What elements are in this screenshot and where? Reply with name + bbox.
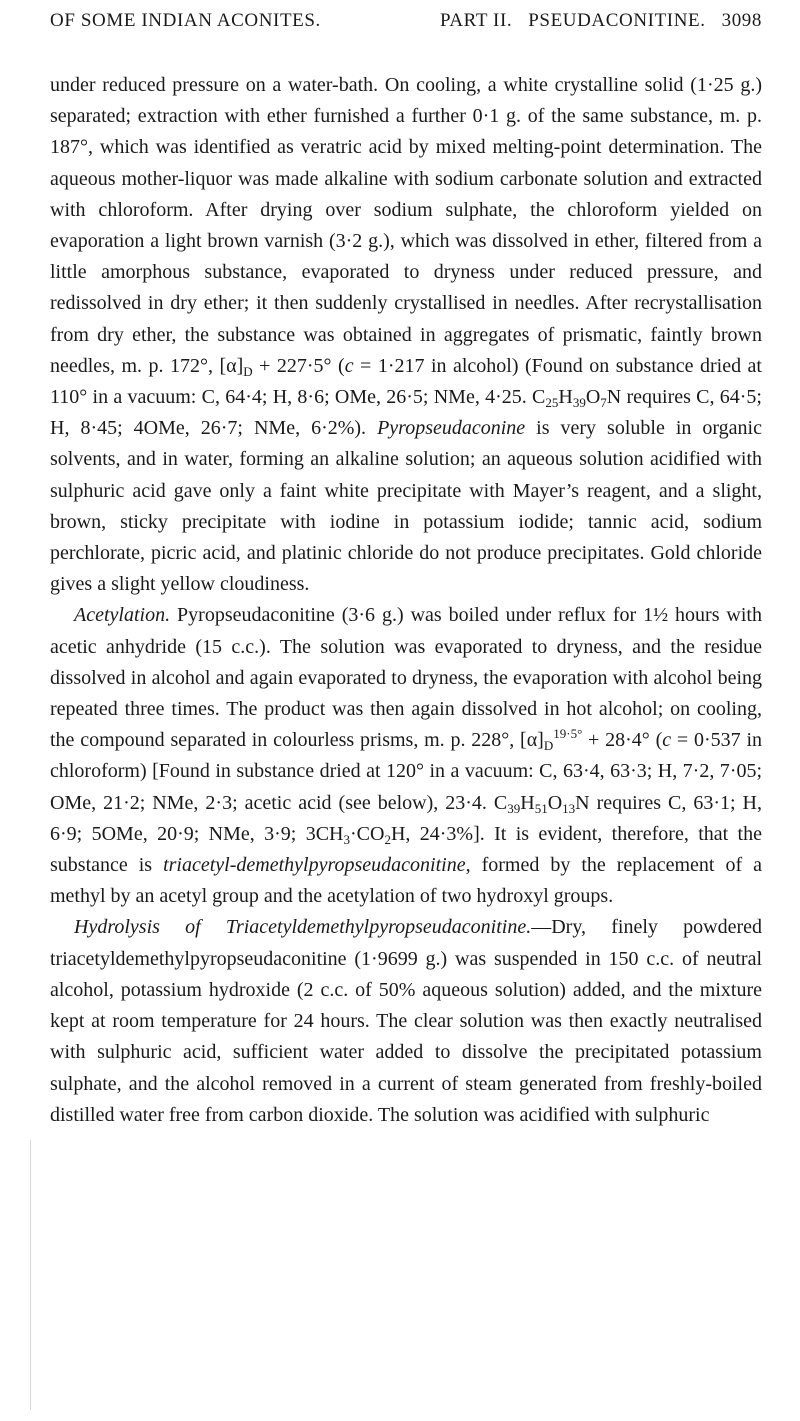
page-number: 3098: [721, 10, 762, 31]
margin-rule: [30, 1140, 31, 1410]
running-head-section: PSEUDACONITINE.: [528, 10, 706, 31]
body-text: [50, 70, 762, 1131]
running-head-part: PART II.: [439, 10, 513, 31]
running-head-title: OF SOME INDIAN ACONITES.: [50, 10, 321, 31]
running-head: [50, 10, 762, 50]
paragraph: Acetylation. Pyropseudaconitine (3·6 g.) was boiled under reflux for 1½ hours with acetic anhydride (15 c.c.). The solution was evaporated to dryness, and the residue dissolved in alcohol and again evaporated to dryness, the evaporation with alcohol being repeated three times. The product was then again dissolved in hot alcohol; on cooling, the compound separated in colourless prisms, m. p. 228°, $[\alpha]_D^{19\cdot 5^\circ} + 28\cdot 4^\circ$ (c = 0·537 in chloroform) [Found in substance dried at 120° in a vacuum: C, 63·4, 63·3; H, 7·2, 7·05; OMe, 21·2; NMe, 2·3; acetic acid (see below), 23·4. $C_{39}H_{51}O_{13}N$ requires C, 63·1; H, 6·9; 5OMe, 20·9; NMe, 3·9; $3CH_3\cdot CO_2H$, 24·3%]. It is evident, therefore, that the substance is triacetyl-demethylpyropseudaconitine, formed by the replacement of a methyl by an acetyl group and the acetylation of two hydroxyl groups.: [50, 604, 763, 908]
running-head-right: [440, 10, 762, 32]
paragraph: under reduced pressure on a water-bath. On cooling, a white crystalline solid (1·25 g.) separated; extraction with ether furnished a further 0·1 g. of the same substance, m. p. 187°, which was identified as veratric acid by mixed melting-point determination. The aqueous mother-liquor was made alkaline with sodium carbonate solution and extracted with chloroform. After drying over sodium sulphate, the chloroform yielded on evaporation a light brown varnish (3·2 g.), which was dissolved in ether, filtered from a little amorphous substance, evaporated to dryness under reduced pressure, and redissolved in dry ether; it then suddenly crystallised in needles. After recrystallisation from dry ether, the substance was obtained in aggregates of prismatic, faintly brown needles, m. p. 172°, $[\alpha]_D + 227\cdot 5^\circ$ (c = 1·217 in alcohol) (Found on substance dried at 110° in a vacuum: C, 64·4; H, 8·6; OMe, 26·5; NMe, 4·25. $C_{25}H_{39}O_7N$ requires C, 64·5; H, 8·45; 4OMe, 26·7; NMe, 6·2%). Pyropseudaconine is very soluble in organic solvents, and in water, forming an alkaline solution; an aqueous solution acidified with sulphuric acid gave only a faint white precipitate with Mayer’s reagent, and a slight, brown, sticky precipitate with iodine in potassium iodide; tannic acid, sodium perchlorate, picric acid, and platinic chloride do not produce precipitates. Gold chloride gives a slight yellow cloudiness.: [50, 74, 762, 596]
paragraph: Hydrolysis of Triacetyldemethylpyropseudaconitine.—Dry, finely powdered triacetyldemethylpyropseudaconitine (1·9699 g.) was suspended in 150 c.c. of neutral alcohol, potassium hydroxide (2 c.c. of 50% aqueous solution) added, and the mixture kept at room temperature for 24 hours. The clear solution was then exactly neutralised with sulphuric acid, sufficient water added to dissolve the precipitated potassium sulphate, and the alcohol removed in a current of steam generated from freshly-boiled distilled water free from carbon dioxide. The solution was acidified with sulphuric: [50, 916, 762, 1126]
